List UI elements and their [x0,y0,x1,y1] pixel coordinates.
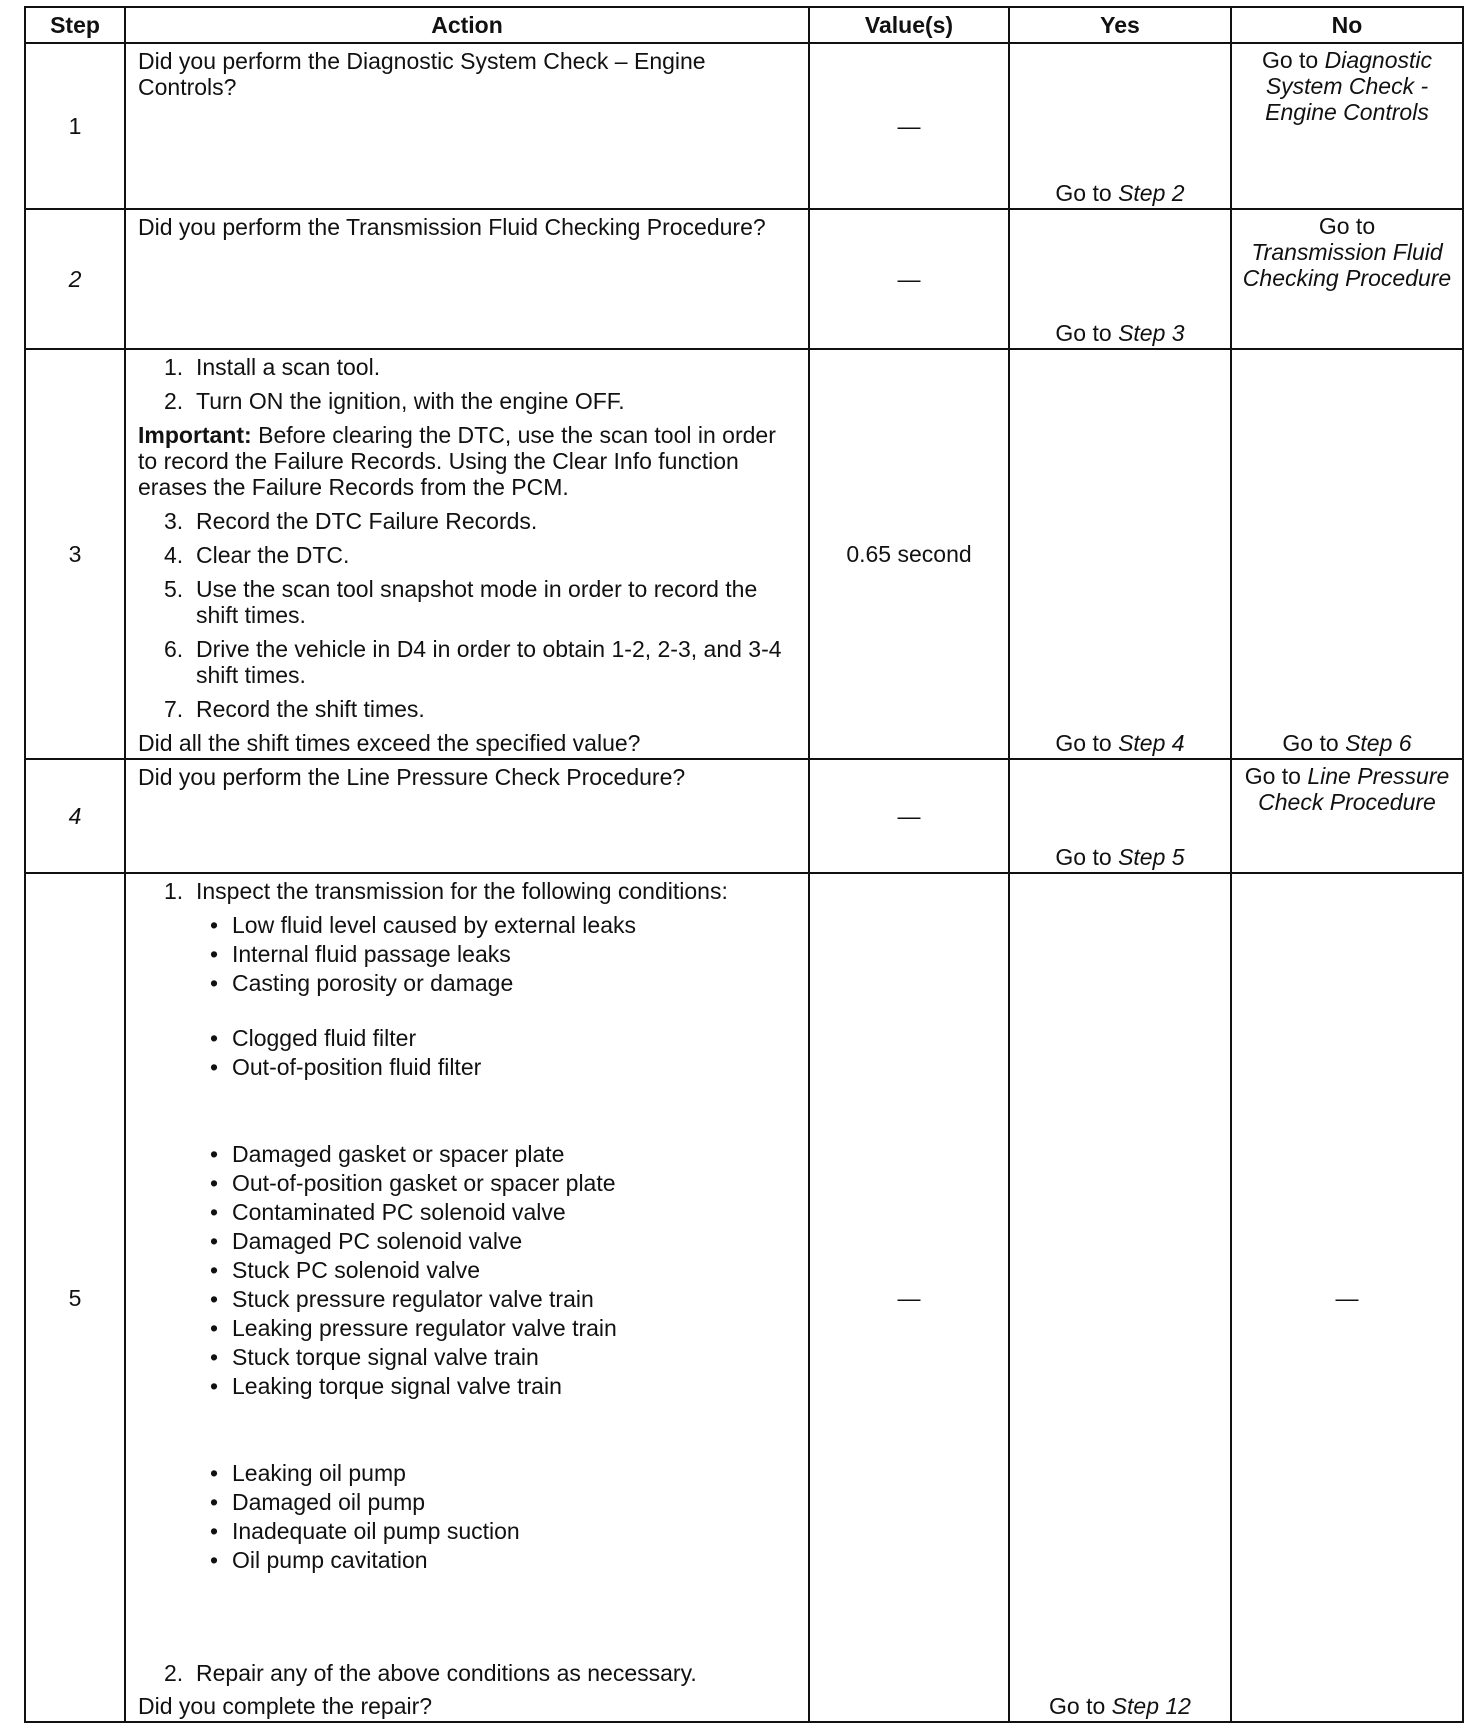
condition-text: Stuck PC solenoid valve [232,1256,481,1283]
table-row-step-3 [25,349,1463,759]
condition-text: Casting porosity or damage [232,969,514,996]
condition-item [210,1054,800,1080]
no-cell [1231,43,1463,209]
item-number: 4. [164,541,184,568]
item-number: 2. [164,387,184,414]
header-action: Action [125,7,809,43]
table-row-step-5 [25,873,1463,1723]
condition-text: Out-of-position gasket or spacer plate [232,1169,616,1196]
condition-group-1 [138,912,800,996]
no-link-diagnostic-system-check[interactable]: Diagnostic System Check - Engine Controls [1265,47,1433,125]
condition-item [210,1460,800,1486]
bullet-icon: • [210,911,219,938]
bullet-icon: • [210,1517,219,1544]
instruction-item [164,696,800,722]
instruction-item [164,576,800,628]
action-text: Did you perform the Diagnostic System Check – Engine Controls? [125,43,809,209]
no-cell: — [1231,873,1463,1723]
item-text: Install a scan tool. [196,354,381,380]
yes-cell [1009,43,1231,209]
yes-link-step-3[interactable]: Step 3 [1118,320,1185,347]
item-text: Record the shift times. [196,695,425,722]
header-step: Step [25,7,125,43]
no-link-fluid-checking-procedure[interactable]: Transmission Fluid Checking Procedure [1242,238,1452,291]
condition-group-3 [138,1141,800,1399]
item-text: Use the scan tool snapshot mode in order to record the shift times. [196,575,758,628]
bullet-icon: • [210,969,219,996]
condition-text: Leaking torque signal valve train [232,1372,562,1399]
yes-prefix: Go to [1055,180,1119,207]
item-number: 1. [164,877,184,904]
condition-text: Damaged gasket or spacer plate [232,1140,565,1167]
action-cell [125,873,809,1723]
diagnostic-table-page [24,6,1462,1723]
no-cell [1231,759,1463,873]
bullet-icon: • [210,1488,219,1515]
instruction-item [164,388,800,414]
condition-item [210,1141,800,1167]
step-number: 3 [25,349,125,759]
item-number: 3. [164,507,184,534]
bullet-icon: • [210,1546,219,1573]
condition-item [210,970,800,996]
condition-item [210,1344,800,1370]
condition-text: Inadequate oil pump suction [232,1517,520,1544]
condition-group-4 [138,1460,800,1573]
bullet-icon: • [210,1024,219,1051]
value-cell: — [809,759,1009,873]
condition-item [210,1518,800,1544]
item-number: 1. [164,354,184,380]
item-number: 6. [164,635,184,662]
condition-text: Out-of-position fluid filter [232,1053,482,1080]
header-values: Value(s) [809,7,1009,43]
yes-cell [1009,209,1231,349]
table-row-step-2 [25,209,1463,349]
table-row-step-1 [25,43,1463,209]
header-row [25,7,1463,43]
condition-text: Low fluid level caused by external leaks [232,911,637,938]
yes-prefix: Go to [1055,320,1119,347]
yes-link-step-5[interactable]: Step 5 [1118,843,1185,870]
instruction-item [164,354,800,380]
no-prefix: Go to [1244,762,1308,789]
diagnostic-table [24,6,1464,1723]
yes-link-step-12[interactable]: Step 12 [1111,1693,1191,1720]
no-prefix: Go to [1318,213,1376,239]
condition-item [210,1025,800,1051]
condition-text: Stuck torque signal valve train [232,1343,539,1370]
condition-item [210,1547,800,1573]
bullet-icon: • [210,1256,219,1283]
value-cell: — [809,209,1009,349]
condition-text: Leaking pressure regulator valve train [232,1314,617,1341]
bullet-icon: • [210,1227,219,1254]
no-link-line-pressure-check[interactable]: Line Pressure Check Procedure [1258,762,1450,815]
condition-text: Contaminated PC solenoid valve [232,1198,566,1225]
action-text: Did you perform the Line Pressure Check Procedure? [125,759,809,873]
item-number: 7. [164,695,184,722]
step-number: 1 [25,43,125,209]
step-number: 4 [25,759,125,873]
important-label: Important: [138,421,252,448]
bullet-icon: • [210,1459,219,1486]
yes-cell [1009,349,1231,759]
value-cell: — [809,873,1009,1723]
condition-text: Stuck pressure regulator valve train [232,1285,594,1312]
condition-item [210,1170,800,1196]
step-number: 5 [25,873,125,1723]
item-number: 2. [164,1659,184,1686]
yes-prefix: Go to [1055,843,1119,870]
no-link-step-6[interactable]: Step 6 [1345,729,1412,756]
action-question: Did you complete the repair? [138,1693,433,1720]
action-text: Did you perform the Transmission Fluid Checking Procedure? [125,209,809,349]
no-prefix: Go to [1282,729,1346,756]
item-number: 5. [164,575,184,602]
condition-group-2 [138,1025,800,1080]
header-yes: Yes [1009,7,1231,43]
action-question: Did all the shift times exceed the specified value? [138,729,641,756]
instruction-list-b [138,508,800,722]
condition-text: Clogged fluid filter [232,1024,417,1051]
condition-text: Internal fluid passage leaks [232,940,511,967]
no-cell [1231,209,1463,349]
value-cell: — [809,43,1009,209]
instruction-list-a [138,354,800,414]
instruction-item [164,878,800,904]
yes-prefix: Go to [1049,1693,1112,1720]
condition-item [210,912,800,938]
bullet-icon: • [210,1285,219,1312]
bullet-icon: • [210,940,219,967]
bullet-icon: • [210,1198,219,1225]
no-cell [1231,349,1463,759]
item-text: Record the DTC Failure Records. [196,507,538,534]
table-row-step-4 [25,759,1463,873]
instruction-item [164,636,800,688]
bullet-icon: • [210,1343,219,1370]
bullet-icon: • [210,1140,219,1167]
important-text: Before clearing the DTC, use the scan tool in order to record the Failure Records. Using the Clear Info function erases the Failure Records from the PCM. [138,421,776,500]
condition-text: Damaged oil pump [232,1488,426,1515]
action-cell [125,349,809,759]
step-number: 2 [25,209,125,349]
item-text: Inspect the transmission for the following conditions: [196,877,728,904]
condition-item [210,1315,800,1341]
condition-text: Damaged PC solenoid valve [232,1227,523,1254]
item-text: Turn ON the ignition, with the engine OFF. [196,387,625,414]
instruction-item [164,542,800,568]
bullet-icon: • [210,1053,219,1080]
item-text: Drive the vehicle in D4 in order to obtain 1-2, 2-3, and 3-4 shift times. [196,635,782,688]
bullet-icon: • [210,1314,219,1341]
condition-text: Leaking oil pump [232,1459,406,1486]
bullet-icon: • [210,1372,219,1399]
condition-text: Oil pump cavitation [232,1546,428,1573]
no-prefix: Go to [1261,47,1325,73]
condition-item [210,1286,800,1312]
condition-item [210,1257,800,1283]
yes-cell [1009,873,1231,1723]
condition-item [210,941,800,967]
condition-item [210,1489,800,1515]
yes-link-step-4[interactable]: Step 4 [1118,729,1185,756]
important-note [138,422,800,500]
condition-item [210,1373,800,1399]
item-text: Clear the DTC. [196,541,350,568]
yes-link-step-2[interactable]: Step 2 [1118,180,1185,207]
instruction-item [164,508,800,534]
item-text: Repair any of the above conditions as necessary. [196,1659,697,1686]
instruction-item [164,1660,800,1686]
yes-prefix: Go to [1055,729,1119,756]
header-no: No [1231,7,1463,43]
yes-cell [1009,759,1231,873]
condition-item [210,1199,800,1225]
condition-item [210,1228,800,1254]
bullet-icon: • [210,1169,219,1196]
value-cell: 0.65 second [809,349,1009,759]
